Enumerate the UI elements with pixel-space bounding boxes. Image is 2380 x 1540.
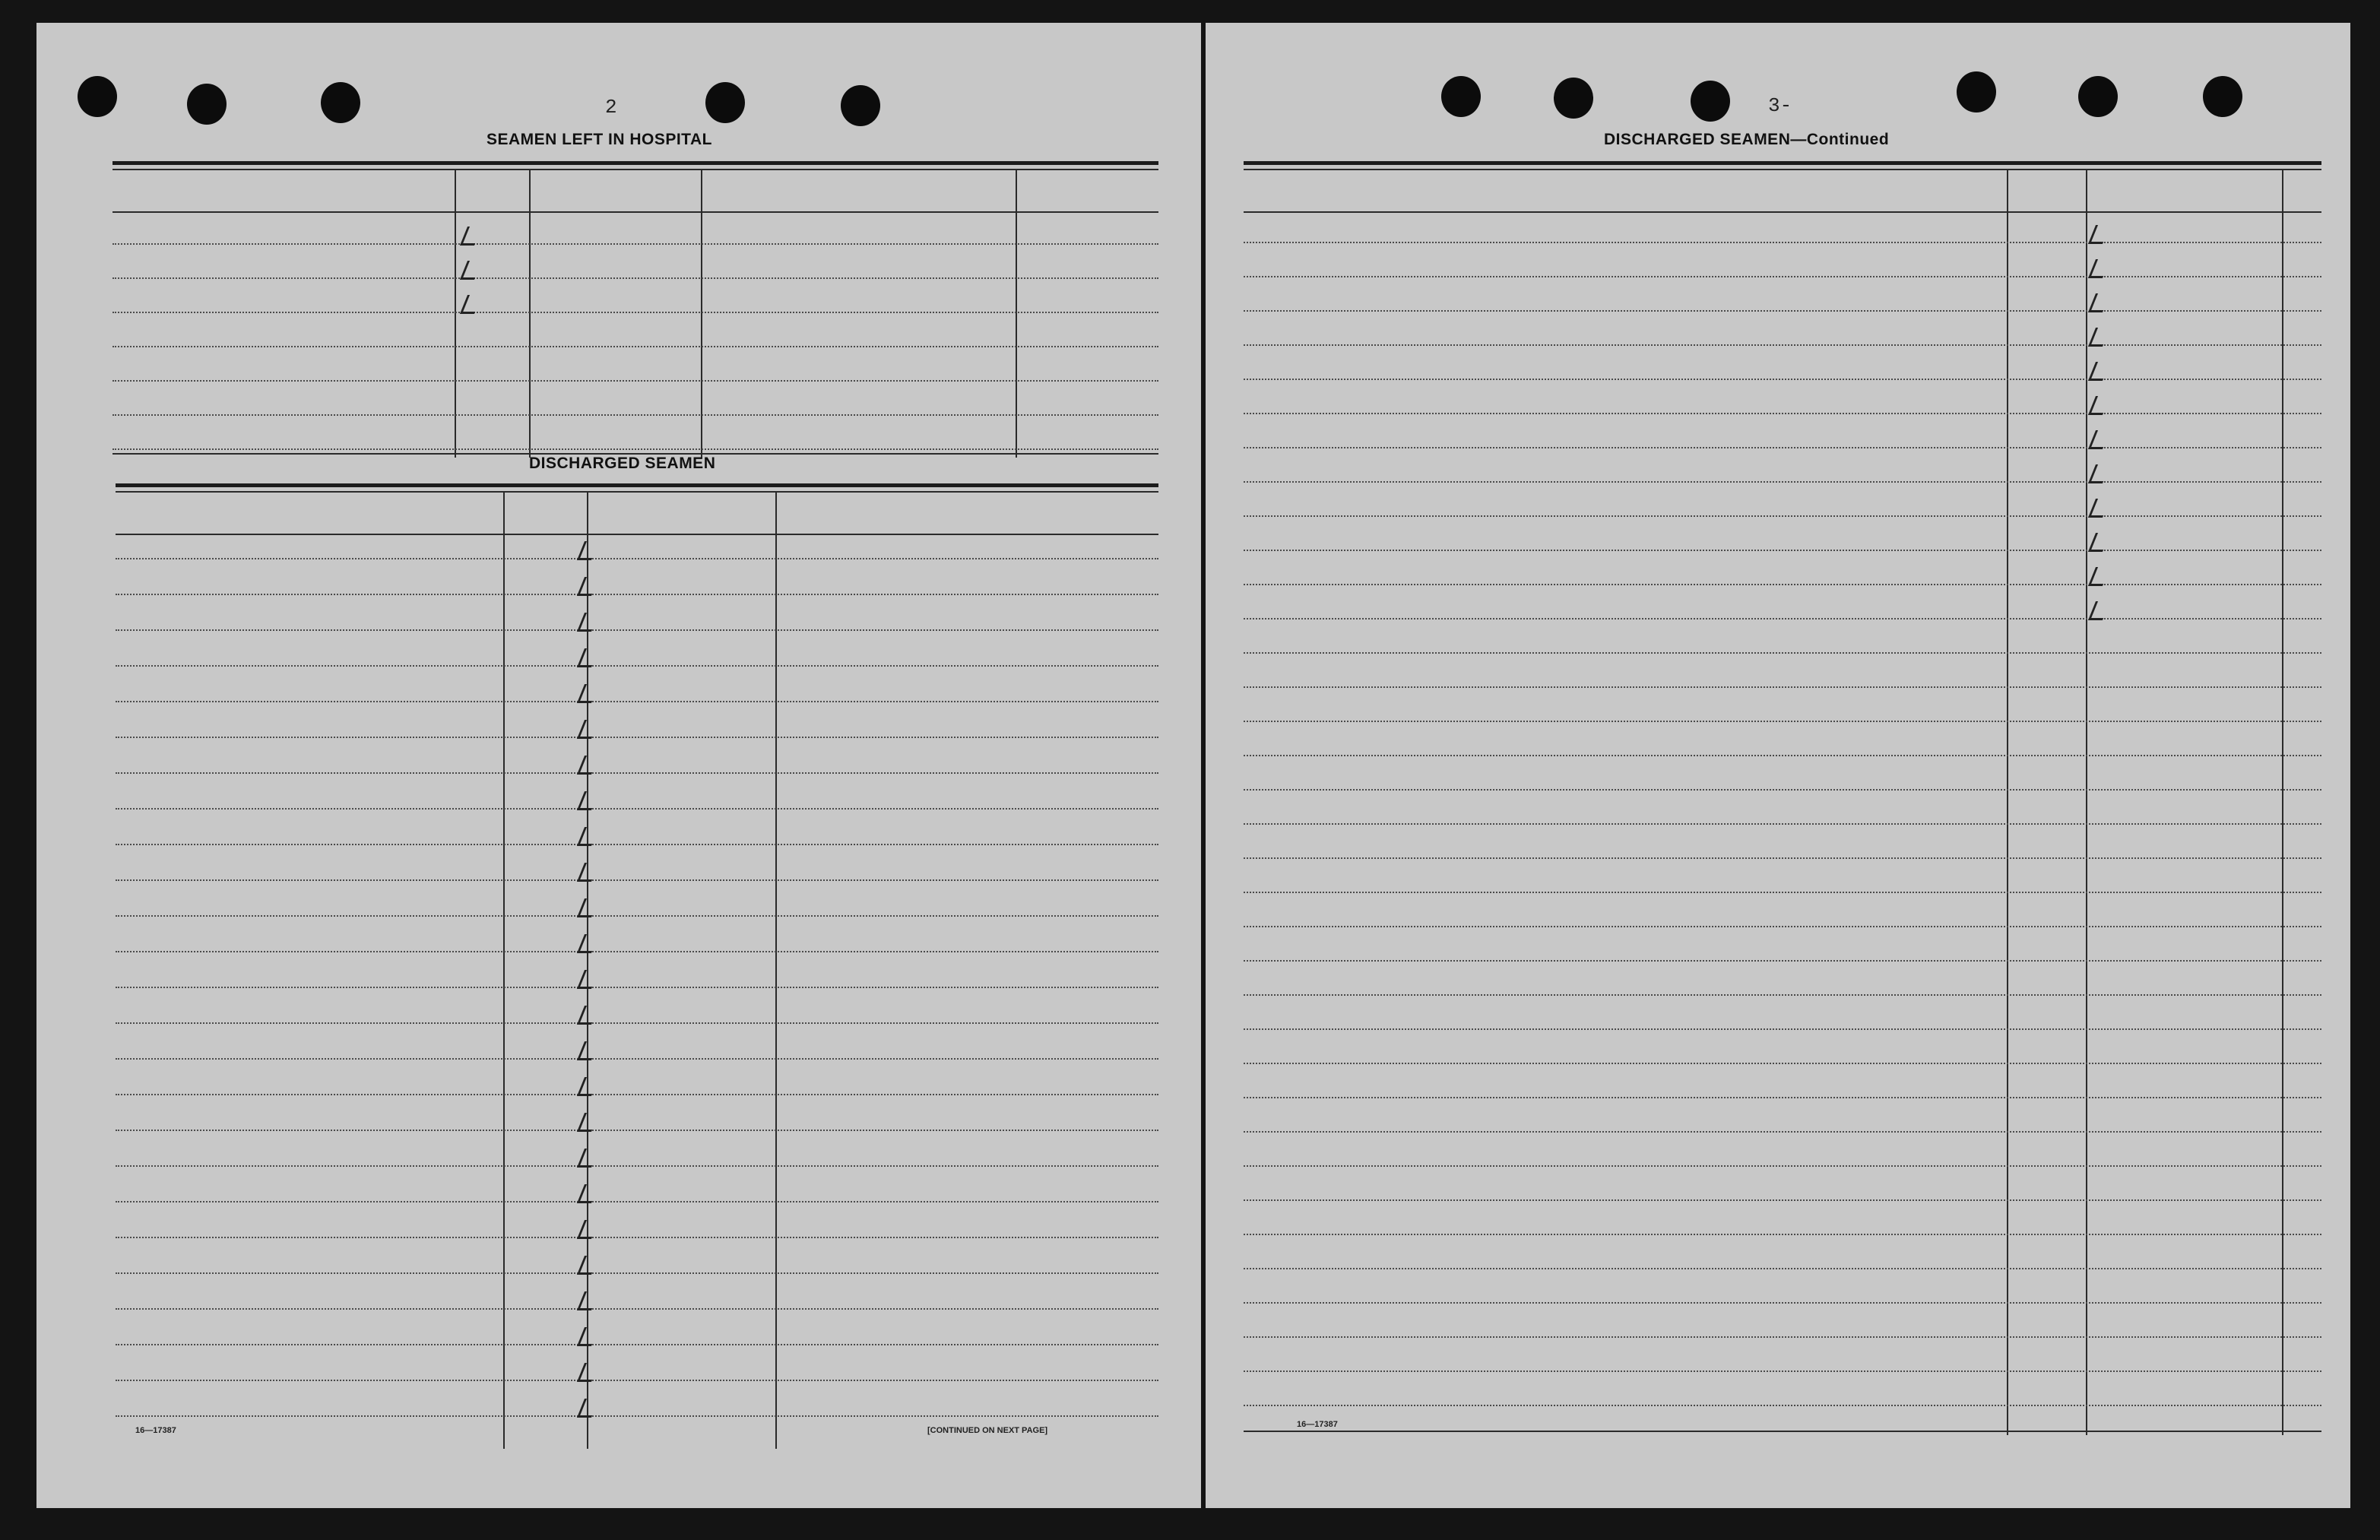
row-rule <box>116 1165 1158 1167</box>
row-rule <box>116 629 1158 631</box>
discharged-continued-table <box>1244 161 2321 1435</box>
top-rule <box>1244 169 2321 170</box>
row-rule <box>116 558 1158 559</box>
row-rule <box>1244 413 2321 414</box>
punch-hole <box>841 85 880 126</box>
row-rule <box>113 448 1158 450</box>
row-rule <box>116 844 1158 845</box>
row-rule <box>1244 310 2321 312</box>
discharged-continued-title: DISCHARGED SEAMEN—Continued <box>1604 131 1890 148</box>
row-rule <box>116 701 1158 702</box>
row-rule <box>116 1201 1158 1203</box>
row-rule <box>1244 1131 2321 1133</box>
row-rule <box>1244 1268 2321 1269</box>
row-rule <box>113 380 1158 382</box>
row-rule <box>116 737 1158 738</box>
form-number: 16—17387 <box>1297 1420 1338 1429</box>
row-rule <box>116 1308 1158 1310</box>
row-rule <box>116 1022 1158 1024</box>
column-divider <box>2282 169 2283 1435</box>
page-number: 2 <box>605 96 617 119</box>
row-rule <box>1244 1097 2321 1098</box>
header-rule <box>113 211 1158 213</box>
row-rule <box>1244 652 2321 654</box>
row-rule <box>1244 721 2321 722</box>
row-rule <box>1244 1302 2321 1304</box>
top-rule <box>113 161 1158 165</box>
row-rule <box>1244 1336 2321 1338</box>
punch-hole <box>1691 81 1730 122</box>
row-rule <box>116 808 1158 810</box>
row-rule <box>1244 892 2321 893</box>
column-divider <box>775 491 777 1449</box>
row-rule <box>1244 823 2321 825</box>
page-number: 3- <box>1768 94 1792 117</box>
row-rule <box>116 772 1158 774</box>
row-rule <box>1244 618 2321 619</box>
row-rule <box>116 594 1158 595</box>
punch-hole <box>1957 71 1996 112</box>
discharged-table <box>116 483 1158 1449</box>
row-rule <box>1244 242 2321 243</box>
row-rule <box>1244 755 2321 756</box>
row-rule <box>1244 1405 2321 1406</box>
row-rule <box>1244 994 2321 996</box>
row-rule <box>116 879 1158 881</box>
row-rule <box>113 414 1158 416</box>
top-rule <box>1244 161 2321 165</box>
row-rule <box>116 1272 1158 1274</box>
row-rule <box>116 915 1158 917</box>
punch-hole <box>321 82 360 123</box>
header-rule <box>116 534 1158 535</box>
row-rule <box>116 1130 1158 1131</box>
column-divider <box>503 491 505 1449</box>
row-rule <box>116 665 1158 667</box>
row-rule <box>1244 686 2321 688</box>
punch-hole <box>78 76 117 117</box>
punch-hole <box>1554 78 1593 119</box>
row-rule <box>113 346 1158 347</box>
row-rule <box>1244 1028 2321 1030</box>
row-rule <box>1244 447 2321 448</box>
continued-note: [CONTINUED ON NEXT PAGE] <box>927 1426 1048 1435</box>
row-rule <box>1244 584 2321 585</box>
row-rule <box>1244 1063 2321 1064</box>
right-page <box>1206 23 2350 1508</box>
row-rule <box>1244 481 2321 483</box>
top-rule <box>116 483 1158 487</box>
row-rule <box>113 243 1158 245</box>
column-divider <box>2086 169 2087 1435</box>
row-rule <box>1244 857 2321 859</box>
punch-hole <box>2203 76 2242 117</box>
row-rule <box>116 1237 1158 1238</box>
row-rule <box>116 1344 1158 1345</box>
row-rule <box>1244 1199 2321 1201</box>
row-rule <box>1244 550 2321 551</box>
punch-hole <box>705 82 745 123</box>
row-rule <box>1244 926 2321 927</box>
row-rule <box>1244 515 2321 517</box>
row-rule <box>116 1415 1158 1417</box>
row-rule <box>1244 1234 2321 1235</box>
row-rule <box>1244 789 2321 791</box>
row-rule <box>113 277 1158 279</box>
row-rule <box>116 987 1158 988</box>
row-rule <box>1244 344 2321 346</box>
row-rule <box>1244 960 2321 962</box>
row-rule <box>116 1058 1158 1060</box>
discharged-section-title: DISCHARGED SEAMEN <box>529 455 716 472</box>
row-rule <box>113 312 1158 313</box>
column-divider <box>2007 169 2008 1435</box>
top-rule <box>116 491 1158 493</box>
row-rule <box>116 1094 1158 1095</box>
punch-hole <box>1441 76 1481 117</box>
top-rule <box>113 169 1158 170</box>
hospital-table <box>113 161 1158 458</box>
row-rule <box>1244 379 2321 380</box>
row-rule <box>116 951 1158 952</box>
row-rule <box>1244 1165 2321 1167</box>
punch-hole <box>187 84 227 125</box>
hospital-section-title: SEAMEN LEFT IN HOSPITAL <box>486 131 712 148</box>
form-number: 16—17387 <box>135 1426 176 1435</box>
row-rule <box>116 1380 1158 1381</box>
row-rule <box>1244 1370 2321 1372</box>
header-rule <box>1244 211 2321 213</box>
left-page <box>36 23 1201 1508</box>
bottom-rule <box>1244 1431 2321 1432</box>
punch-hole <box>2078 76 2118 117</box>
row-rule <box>1244 276 2321 277</box>
